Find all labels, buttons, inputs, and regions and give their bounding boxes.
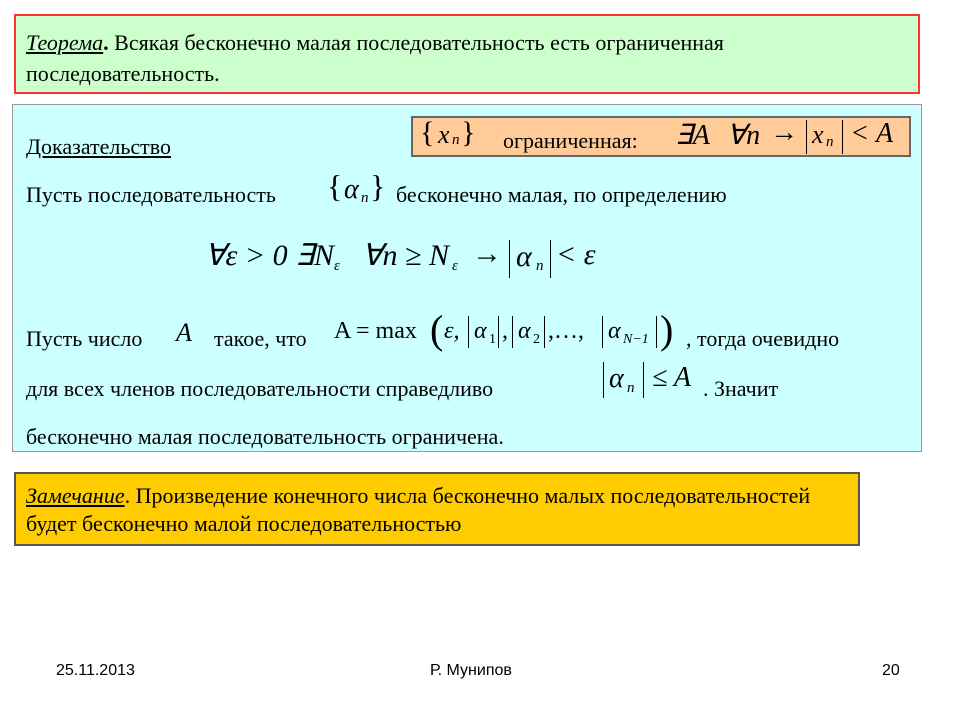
def-forall-eps: ∀ε > 0 ∃N <box>205 239 335 272</box>
abs-x: x <box>812 120 824 149</box>
abs-bar-7 <box>512 316 513 348</box>
abs-bar-1 <box>806 120 807 154</box>
number-A: A <box>176 318 192 347</box>
footer-author: Р. Мунипов <box>430 662 512 679</box>
max-alpha2: α <box>518 318 531 344</box>
max-alpha2-sub: 2 <box>533 332 540 347</box>
max-prefix: A = max <box>334 318 417 344</box>
bounded-formula-box <box>411 116 911 157</box>
footer-page-number: 20 <box>882 662 900 679</box>
abs-x-sub: n <box>826 134 834 150</box>
def-alpha-sub: n <box>536 258 544 274</box>
x-seq-sub: n <box>452 132 460 148</box>
max-left-paren: ( <box>430 307 444 352</box>
def-alpha: α <box>516 240 532 273</box>
proof-line3-b: . Значит <box>703 376 779 401</box>
abs-bar-4 <box>550 240 551 278</box>
remark-box <box>14 472 860 546</box>
proof-heading: Доказательство <box>26 134 172 159</box>
theorem-sep: . <box>103 30 115 55</box>
proof-line3-a: для всех членов последовательности справедливо <box>26 376 494 401</box>
theorem-label: Теорема <box>26 30 104 55</box>
abs-bar-12 <box>643 362 644 398</box>
max-dots: ,…, <box>548 318 584 344</box>
abs-bar-10 <box>656 316 657 348</box>
alpha-seq-right-brace: } <box>370 168 386 204</box>
def-lt-eps: < ε <box>556 238 596 271</box>
proof-line1-a: Пусть последовательность <box>26 182 276 207</box>
theorem-box <box>14 14 920 94</box>
proof-line2-c: , тогда очевидно <box>686 326 840 351</box>
line3-alpha-sub: n <box>627 380 635 396</box>
abs-bar-3 <box>509 240 510 278</box>
lt-sign: < <box>852 118 868 149</box>
bound-A: A <box>876 118 894 149</box>
footer-date: 25.11.2013 <box>56 662 135 679</box>
abs-bar-2 <box>842 120 843 154</box>
x-seq-left-brace: { <box>420 116 435 149</box>
max-alphaN: α <box>608 318 621 344</box>
line3-leq-A: ≤ A <box>652 362 691 393</box>
def-forall-n: ∀n ≥ N <box>362 239 449 272</box>
max-eps: ε, <box>444 318 460 344</box>
max-alpha1-sub: 1 <box>489 332 496 347</box>
arrow-1: → <box>770 117 798 148</box>
proof-line2-a: Пусть число <box>26 326 143 351</box>
alpha-seq-var: α <box>344 174 359 205</box>
abs-bar-8 <box>544 316 545 348</box>
x-seq-right-brace: } <box>461 116 476 149</box>
x-seq-var: x <box>438 120 450 149</box>
proof-line4: бесконечно малая последовательность ограничена. <box>26 424 504 449</box>
max-comma-1: , <box>502 318 508 344</box>
line3-alpha: α <box>609 363 624 394</box>
abs-bar-9 <box>602 316 603 348</box>
max-right-paren: ) <box>660 307 674 352</box>
max-alphaN-sub: N−1 <box>623 332 649 347</box>
arrow-2: → <box>472 237 502 270</box>
remark-sep: . <box>124 483 136 508</box>
alpha-seq-sub: n <box>361 190 369 206</box>
max-alpha1: α <box>474 318 487 344</box>
def-eps-sub-1: ε <box>334 258 340 274</box>
remark-text: Произведение конечного числа бесконечно малых последовательностей будет бесконечно малой последовательностью <box>26 483 811 536</box>
theorem-text: Всякая бесконечно малая последовательность есть ограниченная последовательность. <box>26 30 724 86</box>
bounded-word: ограниченная: <box>503 128 638 153</box>
remark-label: Замечание <box>26 483 125 508</box>
abs-bar-5 <box>468 316 469 348</box>
abs-bar-11 <box>603 362 604 398</box>
def-eps-sub-2: ε <box>452 258 458 274</box>
proof-line2-b: такое, что <box>214 326 307 351</box>
forall-n: ∀n <box>727 120 761 151</box>
abs-bar-6 <box>498 316 499 348</box>
proof-line1-b: бесконечно малая, по определению <box>396 182 727 207</box>
exists-A: ∃A <box>675 120 710 151</box>
alpha-seq-left-brace: { <box>327 168 343 204</box>
